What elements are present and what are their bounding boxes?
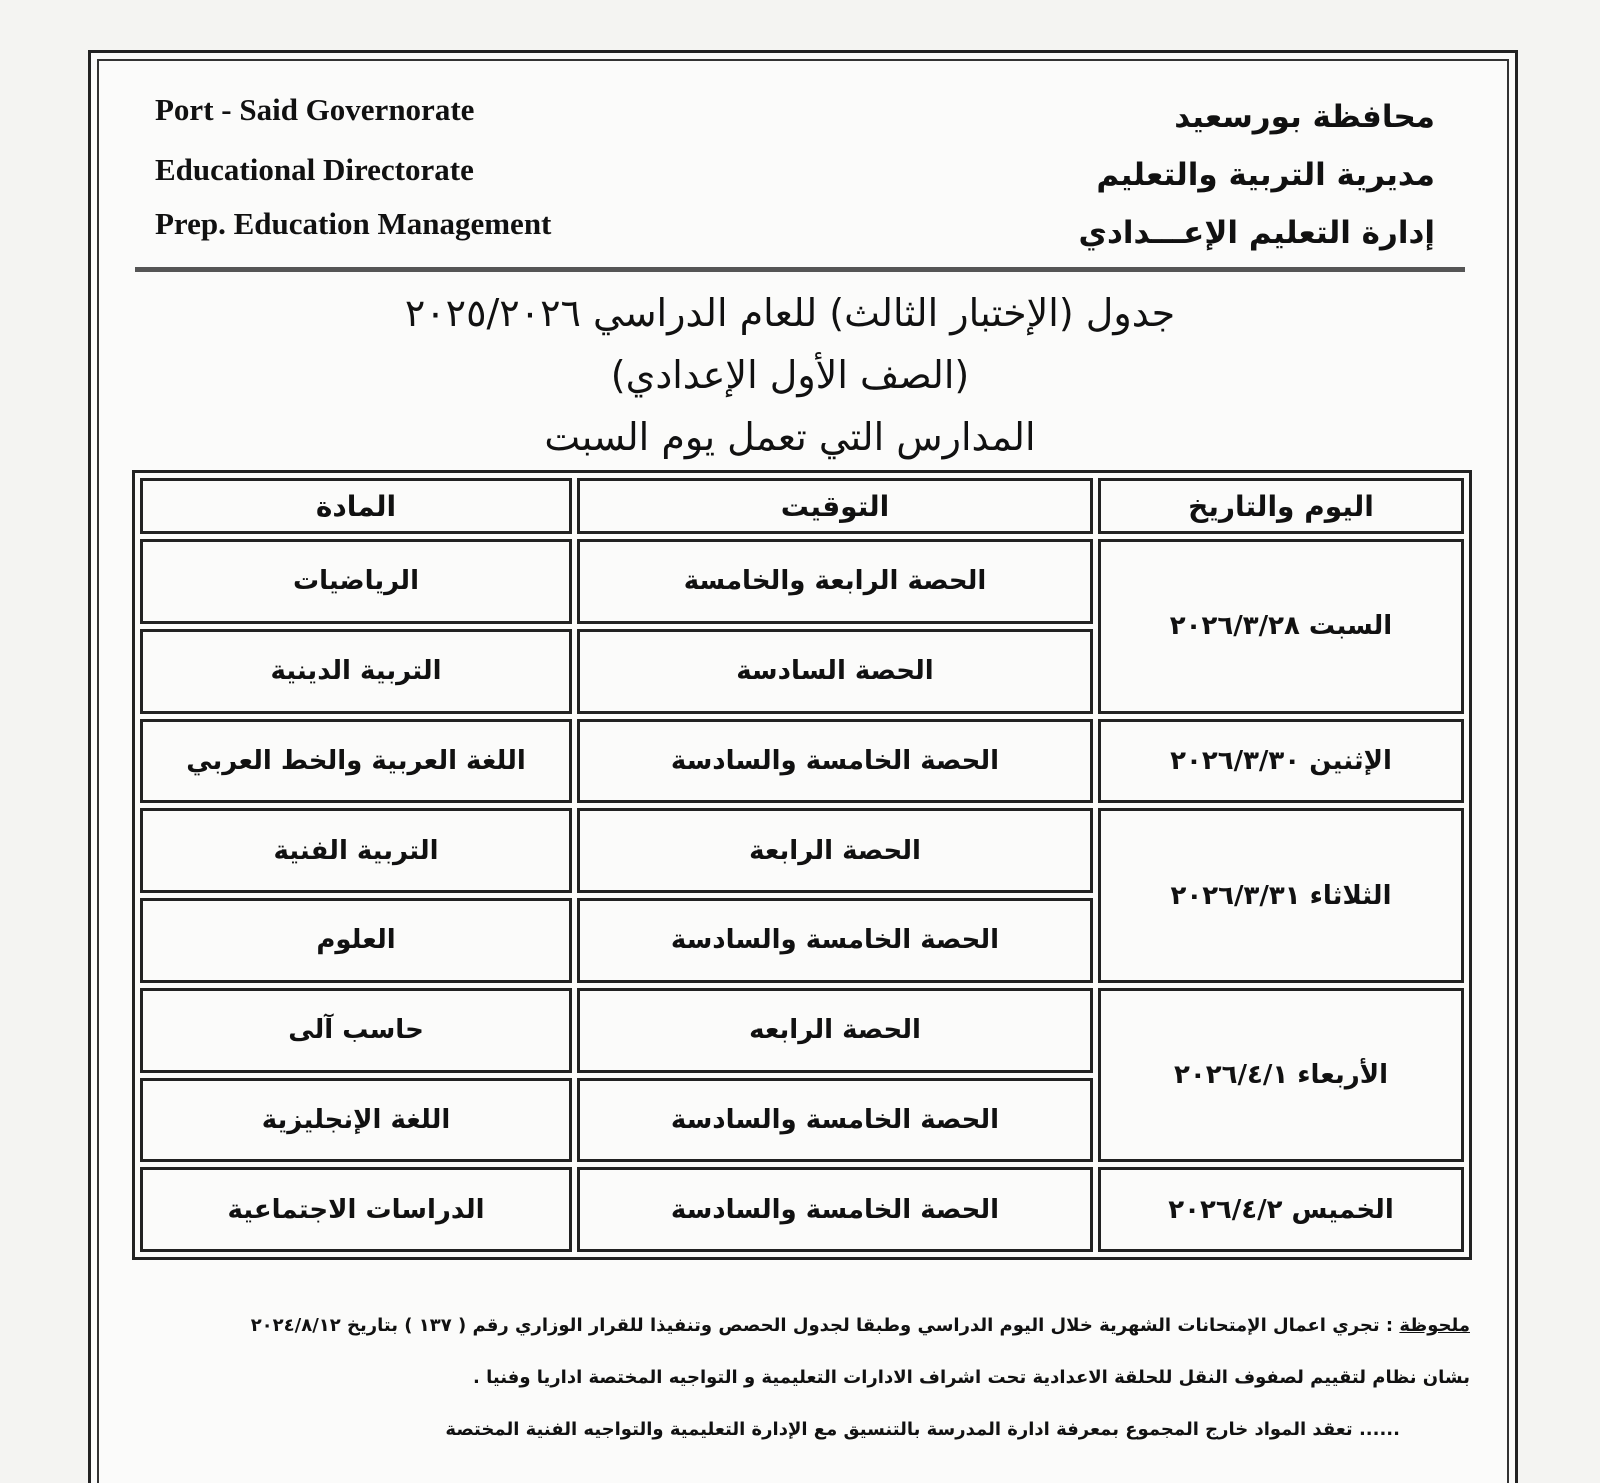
header-divider (135, 267, 1465, 272)
footnote (140, 1300, 1470, 1456)
governorate-en: Port - Said Governorate (155, 92, 475, 127)
time-cell: الحصة السادسة (577, 629, 1093, 714)
header-day: اليوم والتاريخ (1098, 478, 1464, 534)
management-ar: إدارة التعليم الإعـــدادي (1078, 215, 1435, 251)
governorate-ar: محافظة بورسعيد (1174, 99, 1435, 135)
document-title (300, 282, 1280, 468)
arabic-header (1015, 88, 1435, 262)
table-row (140, 719, 1464, 804)
subject-cell: اللغة العربية والخط العربي (140, 719, 572, 804)
subject-cell: اللغة الإنجليزية (140, 1078, 572, 1163)
footnote-line-1 (140, 1300, 1470, 1352)
table-row (140, 1167, 1464, 1252)
day-cell: السبت ٢٠٢٦/٣/٢٨ (1098, 539, 1464, 714)
time-cell: الحصة الرابعة والخامسة (577, 539, 1093, 624)
exam-schedule-table (132, 470, 1472, 1260)
time-cell: الحصة الخامسة والسادسة (577, 898, 1093, 983)
header-subject: المادة (140, 478, 572, 534)
title-line-3: المدارس التي تعمل يوم السبت (544, 415, 1036, 459)
time-cell: الحصة الخامسة والسادسة (577, 719, 1093, 804)
footnote-line-2: بشان نظام لتقييم لصفوف النقل للحلقة الاعدادية تحت اشراف الادارات التعليمية و التواجيه المختصة اداريا وفنيا . (472, 1367, 1470, 1388)
day-cell: الأربعاء ٢٠٢٦/٤/١ (1098, 988, 1464, 1163)
english-header (155, 80, 551, 254)
table-header-row (140, 478, 1464, 534)
time-cell: الحصة الرابعه (577, 988, 1093, 1073)
time-cell: الحصة الرابعة (577, 808, 1093, 893)
day-cell: الثلاثاء ٢٠٢٦/٣/٣١ (1098, 808, 1464, 983)
title-line-1: جدول (الإختبار الثالث) للعام الدراسي ٢٠٢٥/٢٠٢٦ (404, 291, 1176, 335)
time-cell: الحصة الخامسة والسادسة (577, 1167, 1093, 1252)
management-en: Prep. Education Management (155, 206, 552, 241)
footnote-text-1: : تجري اعمال الإمتحانات الشهرية خلال اليوم الدراسي وطبقا لجدول الحصص وتنفيذا للقرار الوزاري رقم ( ١٣٧ ) بتاريخ ٢٠٢٤/٨/١٢ (250, 1315, 1394, 1336)
day-cell: الخميس ٢٠٢٦/٤/٢ (1098, 1167, 1464, 1252)
day-cell: الإثنين ٢٠٢٦/٣/٣٠ (1098, 719, 1464, 804)
header-time: التوقيت (577, 478, 1093, 534)
subject-cell: التربية الدينية (140, 629, 572, 714)
subject-cell: التربية الفنية (140, 808, 572, 893)
title-line-2: (الصف الأول الإعدادي) (610, 353, 970, 397)
time-cell: الحصة الخامسة والسادسة (577, 1078, 1093, 1163)
subject-cell: العلوم (140, 898, 572, 983)
subject-cell: الدراسات الاجتماعية (140, 1167, 572, 1252)
table-row (140, 808, 1464, 893)
subject-cell: الرياضيات (140, 539, 572, 624)
directorate-ar: مديرية التربية والتعليم (1096, 157, 1435, 193)
table-row (140, 539, 1464, 624)
table-row (140, 988, 1464, 1073)
subject-cell: حاسب آلى (140, 988, 572, 1073)
footnote-label: ملحوظة (1399, 1315, 1470, 1336)
directorate-en: Educational Directorate (155, 152, 474, 187)
footnote-line-3: ...... تعقد المواد خارج المجموع بمعرفة ادارة المدرسة بالتنسيق مع الإدارة التعليمية والتواجيه الفنية المختصة (445, 1419, 1400, 1440)
